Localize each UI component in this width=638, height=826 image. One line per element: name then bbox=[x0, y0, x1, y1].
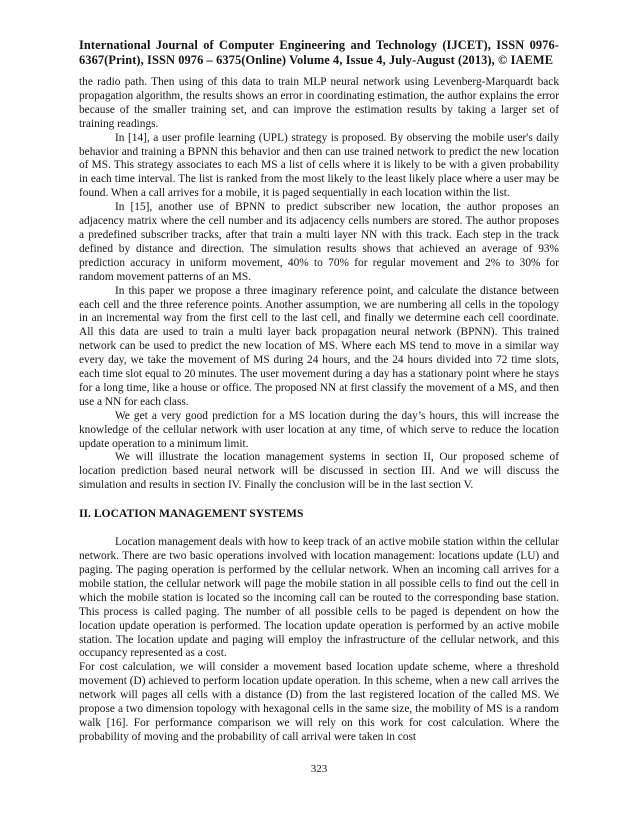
paragraph: We will illustrate the location management systems in section II, Our proposed scheme of location prediction based neural network will be discussed in section III. And we will discuss the simulation and results in section IV. Finally the conclusion will be in the last section V. bbox=[79, 451, 559, 492]
page-number: 323 bbox=[310, 763, 328, 775]
paragraph: the radio path. Then using of this data to train MLP neural network using Levenberg-Marquardt back propagation algorithm, the results shows an error in coordinating estimation, the author explains the error because of the smaller training set, and can improve the estimation results by taking a larger set of training readings. bbox=[79, 76, 559, 130]
paragraph: We get a very good prediction for a MS location during the day’s hours, this will increase the knowledge of the cellular network with user location at any time, of which serve to reduce the location update operation to a minimum limit. bbox=[79, 409, 559, 450]
paragraph: In this paper we propose a three imaginary reference point, and calculate the distance between each cell and the three reference points. Another assumption, we are numbering all cells in the topology in an incremental way from the first cell to the last cell, and finally we determine each cell coordinate. All this data are used to train a multi layer back propagation neural network (BPNN). This trained network can be used to predict the new location of MS. Where each MS tend to move in a similar way every day, we take the movement of MS during 24 hours, and the 24 hours divided into 72 time slots, each time slot equal to 20 minutes. The user movement during a day has a stationary point where he stays for a long time, like a house or office. The proposed NN at first classify the movement of a MS, and then use a NN for each class. bbox=[79, 284, 559, 408]
section-heading: II. LOCATION MANAGEMENT SYSTEMS bbox=[79, 507, 304, 521]
paragraph: For cost calculation, we will consider a movement based location update scheme, where a threshold movement (D) achieved to perform location update operation. In this scheme, when a new call arrives the network will pages all cells with a distance (D) from the last registered location of the called MS. We propose a two dimension topology with hexagonal cells in the same size, the mobility of MS is a random walk [16]. For performance comparison we will rely on this work for cost calculation. Where the probability of moving and the probability of call arrival were taken in cost bbox=[79, 661, 559, 743]
section-body bbox=[79, 536, 559, 745]
journal-header: International Journal of Computer Engineering and Technology (IJCET), ISSN 0976-6367(Print), ISSN 0976 – 6375(Online) Volume 4, Issue 4, July-August (2013), © IAEME bbox=[79, 38, 559, 67]
paragraph: Location management deals with how to keep track of an active mobile station within the cellular network. There are two basic operations involved with location management: locations update (LU) and paging. The paging operation is performed by the cellular network. When an incoming call arrives for a mobile station, the cellular network will page the mobile station in all possible cells to find out the cell in which the mobile station is located so the incoming call can be routed to the corresponding base station. This process is called paging. The number of all possible cells to be paged is dependent on how the location update operation is performed. The location update operation is performed by an active mobile station. The location update and paging will employ the infrastructure of the cellular network, and this occupancy represented as a cost. bbox=[79, 536, 559, 660]
paragraph: In [14], a user profile learning (UPL) strategy is proposed. By observing the mobile user's daily behavior and training a BPNN this behavior and then can use trained network to predict the new location of MS. This strategy associates to each MS a list of cells where it is likely to be with a given probability in each time interval. The list is ranked from the most likely to the least likely place where a user may be found. When a call arrives for a mobile, it is paged sequentially in each location within the list. bbox=[79, 131, 559, 200]
paragraph: In [15], another use of BPNN to predict subscriber new location, the author proposes an adjacency matrix where the cell number and its adjacency cells numbers are stored. The author proposes a predefined subscriber tracks, after that train a multi layer NN with this track. Each step in the track defined by distance and direction. The simulation results shows that achieved an average of 93% prediction accuracy in uniform movement, 40% to 70% for regular movement and 2% to 30% for random movement patterns of an MS. bbox=[79, 201, 559, 283]
intro-body bbox=[79, 76, 559, 493]
